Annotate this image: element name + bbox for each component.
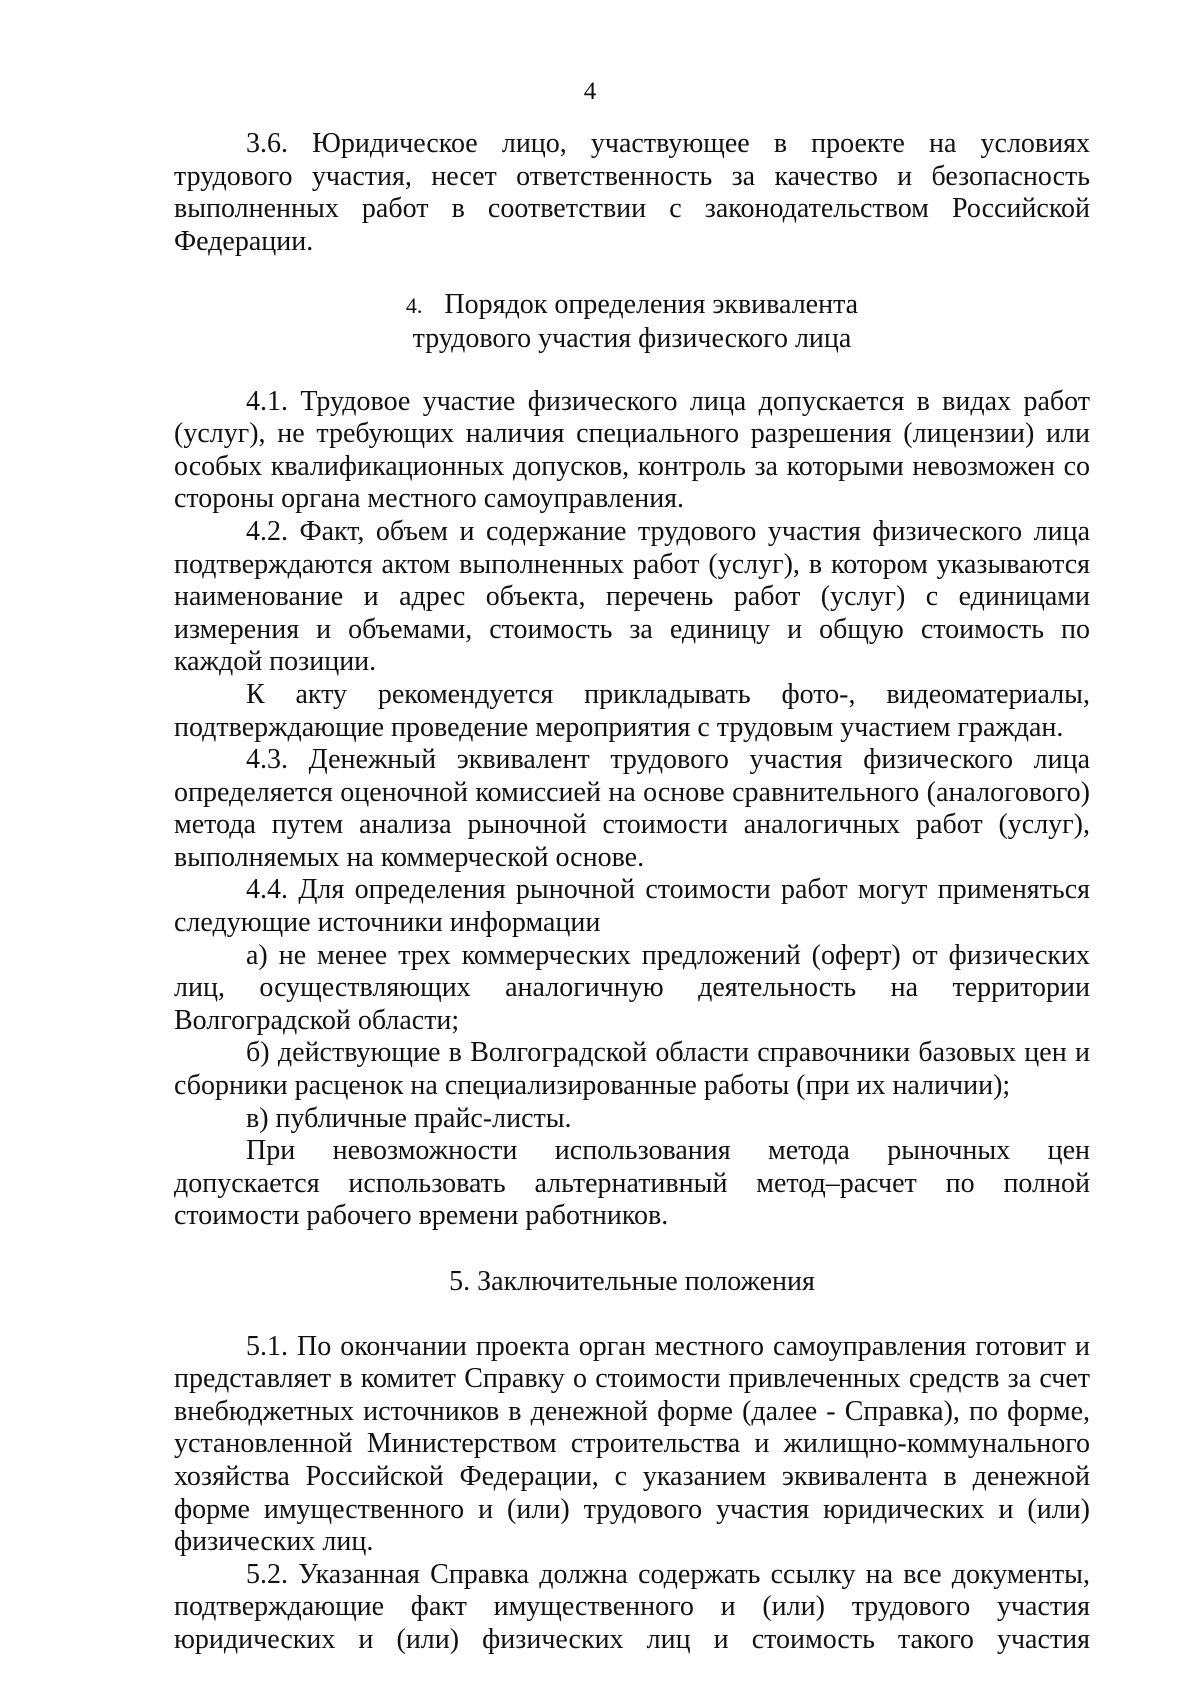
- paragraph-4-1: 4.1. Трудовое участие физического лица допускается в видах работ (услуг), не требующих наличия специального разрешения (лицензии) или особых квалификационных допусков, контроль за которыми невозможен со стороны органа местного самоуправления.: [174, 385, 1090, 515]
- section-4-title-line-2: трудового участия физического лица: [412, 322, 852, 354]
- document-body: [174, 128, 1090, 1657]
- list-item-a: а) не менее трех коммерческих предложений (оферт) от физических лиц, осуществляющих аналогичную деятельность на территории Волгоградской области;: [174, 939, 1090, 1036]
- section-4-number: 4.: [405, 293, 423, 319]
- page-number: 4: [583, 78, 597, 105]
- paragraph-4-2-attachment: К акту рекомендуется прикладывать фото-, видеоматериалы, подтверждающие проведение мероприятия с трудовым участием граждан.: [174, 678, 1090, 743]
- list-item-v: в) публичные прайс-листы.: [246, 1102, 572, 1134]
- paragraph-4-4-alternative: При невозможности использования метода рыночных цен допускается использовать альтернативный метод–расчет по полной стоимости рабочего времени работников.: [174, 1135, 1090, 1232]
- section-4-title-text: Порядок определения эквивалента: [444, 289, 859, 321]
- paragraph-3-6: 3.6. Юридическое лицо, участвующее в проекте на условиях трудового участия, несет ответственность за качество и безопасность выполненных работ в соответствии с законодательством Российской Федерации.: [174, 128, 1090, 257]
- section-5-heading: 5. Заключительные положения: [449, 1266, 815, 1297]
- section-4-heading: [174, 289, 1090, 355]
- paragraph-4-3: 4.3. Денежный эквивалент трудового участия физического лица определяется оценочной комиссией на основе сравнительного (аналогового) метода путем анализа рыночной стоимости аналогичных работ (услуг), выполняемых на коммерческой основе.: [174, 744, 1090, 873]
- paragraph-4-4: 4.4. Для определения рыночной стоимости работ могут применяться следующие источники информации: [174, 874, 1090, 939]
- paragraph-4-2: 4.2. Факт, объем и содержание трудового участия физического лица подтверждаются актом выполненных работ (услуг), в котором указываются наименование и адрес объекта, перечень работ (услуг) с единицами измерения и объемами, стоимость за единицу и общую стоимость по каждой позиции.: [174, 515, 1090, 678]
- paragraph-5-1: 5.1. По окончании проекта орган местного самоуправления готовит и представляет в комитет Справку о стоимости привлеченных средств за счет внебюджетных источников в денежной форме (далее - Справка), по форме, установленной Министерством строительства и жилищно-коммунального хозяйства Российской Федерации, с указанием эквивалента в денежной форме имущественного и (или) трудового участия юридических и (или) физических лиц.: [174, 1330, 1090, 1558]
- paragraph-5-2: 5.2. Указанная Справка должна содержать ссылку на все документы, подтверждающие факт имущественного и (или) трудового участия юридических и (или) физических лиц и стоимость такого участия: [174, 1558, 1090, 1655]
- section-4-title-line-1: [174, 289, 1090, 323]
- list-item-b: б) действующие в Волгоградской области справочники базовых цен и сборники расценок на специализированные работы (при их наличии);: [174, 1037, 1090, 1102]
